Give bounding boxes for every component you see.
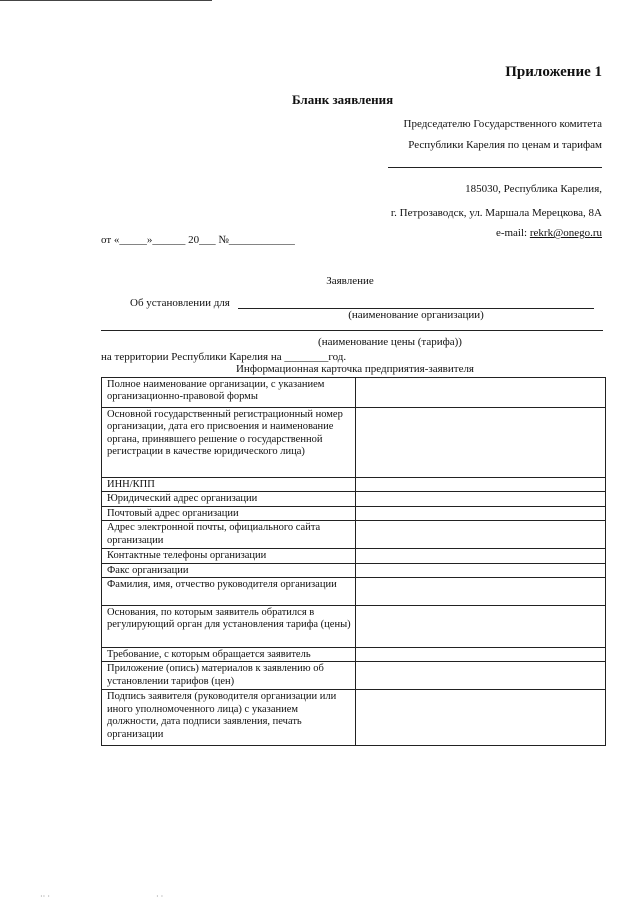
card-title: Информационная карточка предприятия-заявителя <box>235 363 474 375</box>
info-card-table <box>101 377 606 746</box>
appendix-heading: Приложение 1 <box>505 64 602 80</box>
card-row-value[interactable] <box>356 378 606 408</box>
card-row-value[interactable] <box>356 662 606 690</box>
recipient-address-1: 185030, Республика Карелия, <box>465 183 602 195</box>
card-row-label: Основания, по которым заявитель обратился в регулирующий орган для установления тарифа (цены) <box>102 606 356 648</box>
card-row-value[interactable] <box>356 578 606 606</box>
card-row <box>102 549 606 563</box>
price-name-hint: (наименование цены (тарифа)) <box>318 336 462 348</box>
recipient-email-line <box>496 227 602 240</box>
recipient-line-1: Председателю Государственного комитета <box>403 118 602 130</box>
year-blank: ________ <box>284 351 329 363</box>
card-row-value[interactable] <box>356 492 606 506</box>
scan-mark-left: ·· · <box>40 892 50 901</box>
top-border-line <box>0 0 212 1</box>
card-row <box>102 506 606 520</box>
card-row-label: Полное наименование организации, с указанием организационно-правовой формы <box>102 378 356 408</box>
card-row <box>102 521 606 549</box>
date-number-line: от «_____»______ 20___ №____________ <box>101 234 295 246</box>
card-row-label: Юридический адрес организации <box>102 492 356 506</box>
card-row-label: ИНН/КПП <box>102 478 356 492</box>
card-row <box>102 408 606 478</box>
card-row <box>102 662 606 690</box>
territory-text: на территории Республики Карелия на <box>101 351 285 363</box>
card-row-value[interactable] <box>356 648 606 662</box>
card-row-value[interactable] <box>356 606 606 648</box>
card-row-value[interactable] <box>356 563 606 577</box>
card-row-label: Подпись заявителя (руководителя организации или иного уполномоченного лица) с указанием должности, дата подписи заявления, печать организации <box>102 690 356 746</box>
card-row-value[interactable] <box>356 478 606 492</box>
card-row <box>102 606 606 648</box>
scan-mark-right: · · <box>156 892 164 901</box>
card-row-label: Факс организации <box>102 563 356 577</box>
card-row-label: Требование, с которым обращается заявитель <box>102 648 356 662</box>
card-row-value[interactable] <box>356 690 606 746</box>
email-label: e-mail: <box>495 227 530 239</box>
card-row-label: Приложение (опись) материалов к заявлению об установлении тарифов (цен) <box>102 662 356 690</box>
card-row-value[interactable] <box>356 521 606 549</box>
card-row-value[interactable] <box>356 408 606 478</box>
card-row <box>102 378 606 408</box>
card-row-value[interactable] <box>356 549 606 563</box>
card-row-label: Фамилия, имя, отчество руководителя организации <box>102 578 356 606</box>
card-row <box>102 478 606 492</box>
recipient-line-2: Республики Карелия по ценам и тарифам <box>408 139 602 151</box>
card-row <box>102 578 606 606</box>
card-row-label: Основной государственный регистрационный номер организации, дата его присвоения и наименование органа, принявшего решение о государственной регистрации в качестве юридического лица) <box>102 408 356 478</box>
about-label: Об установлении для <box>130 297 230 309</box>
price-name-blank-line <box>101 330 603 331</box>
card-row-label: Адрес электронной почты, официального сайта организации <box>102 521 356 549</box>
card-row-label: Контактные телефоны организации <box>102 549 356 563</box>
card-row <box>102 648 606 662</box>
info-card-body <box>102 378 606 746</box>
card-row-label: Почтовый адрес организации <box>102 506 356 520</box>
card-row <box>102 492 606 506</box>
year-suffix: год. <box>328 351 347 363</box>
form-title: Бланк заявления <box>292 92 394 107</box>
card-row-value[interactable] <box>356 506 606 520</box>
statement-title: Заявление <box>326 275 374 287</box>
email-link[interactable]: rekrk@onego.ru <box>529 227 602 239</box>
recipient-blank-line <box>388 167 602 168</box>
card-row <box>102 563 606 577</box>
card-row <box>102 690 606 746</box>
recipient-address-2: г. Петрозаводск, ул. Маршала Мерецкова, 8А <box>390 207 602 219</box>
org-name-hint: (наименование организации) <box>348 309 484 321</box>
